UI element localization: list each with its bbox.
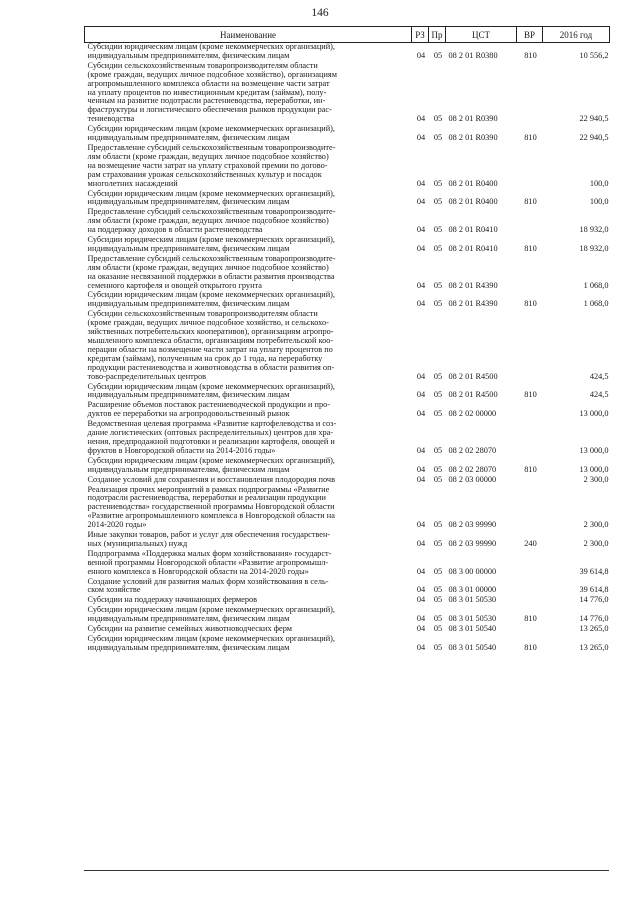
table-row <box>85 144 610 190</box>
row-rz: 04 <box>416 624 426 634</box>
row-cst: 08 3 01 50540 <box>448 642 497 652</box>
row-name: Субсидии на поддержку начинающих фермеров <box>87 595 258 605</box>
row-amount: 13 000,0 <box>579 409 609 419</box>
bottom-divider <box>84 870 609 871</box>
row-pr: 05 <box>433 371 443 381</box>
row-vr <box>517 550 543 578</box>
row-rz: 04 <box>416 243 426 253</box>
table-row <box>85 208 610 236</box>
row-amount: 1 068,0 <box>583 299 609 309</box>
row-rz: 04 <box>416 642 426 652</box>
row-amount: 424,5 <box>589 371 609 381</box>
row-amount: 10 556,2 <box>579 50 609 60</box>
table-row <box>85 635 610 654</box>
row-rz: 04 <box>416 371 426 381</box>
table-row <box>85 486 610 532</box>
row-amount: 2 300,0 <box>583 520 609 530</box>
row-name: Субсидии юридическим лицам (кроме некоммерческих организаций), индивидуальным предпринимателям, физическим лицам <box>87 381 336 400</box>
row-amount: 13 265,0 <box>579 642 609 652</box>
row-vr <box>517 401 543 420</box>
row-name: Подпрограмма «Поддержка малых форм хозяйствования» государст- венной программы Новгородской области «Развитие агропромышл- енного комплекса в Новгородской области на 2014-2020 годы» <box>87 548 332 576</box>
row-rz: 04 <box>416 178 426 188</box>
row-cst: 08 3 01 50530 <box>448 595 497 605</box>
row-cst: 08 3 00 00000 <box>448 566 497 576</box>
row-rz: 04 <box>416 595 426 605</box>
row-rz: 04 <box>416 474 426 484</box>
table-row <box>85 476 610 486</box>
row-amount: 13 265,0 <box>579 624 609 634</box>
row-cst: 08 2 01 R4390 <box>448 280 498 290</box>
row-cst: 08 2 03 00000 <box>448 474 497 484</box>
column-header-rz: РЗ <box>412 27 429 43</box>
row-pr: 05 <box>433 642 443 652</box>
row-vr <box>517 596 543 606</box>
table-row <box>85 310 610 382</box>
row-name: Субсидии юридическим лицам (кроме некоммерческих организаций), индивидуальным предпринимателям, физическим лицам <box>87 124 336 143</box>
row-cst: 08 2 01 R0390 <box>448 114 498 124</box>
row-cst: 08 2 03 99990 <box>448 538 497 548</box>
row-pr: 05 <box>433 409 443 419</box>
table-row <box>85 62 610 125</box>
row-rz: 04 <box>416 566 426 576</box>
row-amount: 39 614,8 <box>579 566 609 576</box>
row-pr: 05 <box>433 133 443 143</box>
column-header-pr: Пр <box>429 27 446 43</box>
row-vr: 810 <box>524 642 537 652</box>
row-rz: 04 <box>416 225 426 235</box>
row-cst: 08 2 02 28070 <box>448 464 497 474</box>
row-vr <box>517 144 543 190</box>
table-row <box>85 531 610 550</box>
table-row <box>85 420 610 457</box>
row-pr: 05 <box>433 50 443 60</box>
row-cst: 08 2 01 R4500 <box>448 371 498 381</box>
row-amount: 2 300,0 <box>583 474 609 484</box>
row-vr: 810 <box>524 243 537 253</box>
row-name: Реализация прочих мероприятий в рамках подпрограммы «Развитие подотрасли растениеводства, переработки и реализации продукции растениеводства» государственной программы Новгородской области «Развитие агропромышленного комплекса в Новгородской области на 2014-2020 годы» <box>87 484 335 530</box>
row-vr <box>517 255 543 292</box>
row-cst: 08 2 01 R4500 <box>448 390 498 400</box>
row-rz: 04 <box>416 133 426 143</box>
row-vr: 810 <box>524 133 537 143</box>
row-rz: 04 <box>416 299 426 309</box>
row-name: Предоставление субсидий сельскохозяйственным товаропроизводите- лям области (кроме граждан, ведущих личное подсобное хозяйство) на возмещение части затрат на уплату страховой премии по догово- рам страхования урожая сельскохозяйственных культур и посадок многолетних насаждений <box>87 142 336 188</box>
row-pr: 05 <box>433 474 443 484</box>
row-vr: 810 <box>524 299 537 309</box>
row-rz: 04 <box>416 50 426 60</box>
row-amount: 18 932,0 <box>579 225 609 235</box>
table-row <box>85 291 610 310</box>
row-name: Предоставление субсидий сельскохозяйственным товаропроизводите- лям области (кроме граждан, ведущих личное подсобное хозяйство) на поддержку доходов в области растениеводства <box>87 207 336 235</box>
row-name: Субсидии юридическим лицам (кроме некоммерческих организаций), индивидуальным предпринимателям, физическим лицам <box>87 290 336 309</box>
row-vr <box>517 62 543 125</box>
row-pr: 05 <box>433 390 443 400</box>
row-name: Субсидии юридическим лицам (кроме некоммерческих организаций), индивидуальным предпринимателям, физическим лицам <box>87 605 336 624</box>
table-row <box>85 236 610 255</box>
row-name: Субсидии сельскохозяйственным товаропроизводителям области (кроме граждан, ведущих личное подсобное хозяйство), организациям агропромышленного комплекса области на возмещение части затрат на уплату процентов по инвестиционным кредитам (займам), полу- ченным на развитие подотрасли растениеводства, переработки, ин- фраструктуры и логистического обеспечения рынков продукции рас- тениеводства <box>87 60 337 124</box>
table-row <box>85 125 610 144</box>
table-row <box>85 401 610 420</box>
row-cst: 08 2 01 R0410 <box>448 225 498 235</box>
row-pr: 05 <box>433 299 443 309</box>
row-amount: 14 776,0 <box>579 595 609 605</box>
row-amount: 1 068,0 <box>583 280 609 290</box>
page-number: 146 <box>311 7 329 19</box>
row-vr: 240 <box>524 538 537 548</box>
row-rz: 04 <box>416 445 426 455</box>
row-amount: 39 614,8 <box>579 585 609 595</box>
row-amount: 13 000,0 <box>579 464 609 474</box>
table-header-row <box>85 27 610 43</box>
column-header-vr: ВР <box>517 27 543 43</box>
row-rz: 04 <box>416 520 426 530</box>
table-row <box>85 43 610 62</box>
row-cst: 08 2 01 R0400 <box>448 178 498 188</box>
row-name: Субсидии юридическим лицам (кроме некоммерческих организаций), индивидуальным предпринимателям, физическим лицам <box>87 42 336 60</box>
row-rz: 04 <box>416 585 426 595</box>
row-amount: 424,5 <box>589 390 609 400</box>
row-rz: 04 <box>416 538 426 548</box>
row-name: Субсидии юридическим лицам (кроме некоммерческих организаций), индивидуальным предпринимателям, физическим лицам <box>87 188 336 207</box>
row-vr <box>517 476 543 486</box>
row-vr <box>517 420 543 457</box>
row-pr: 05 <box>433 566 443 576</box>
row-vr <box>517 208 543 236</box>
row-cst: 08 2 01 R0390 <box>448 133 498 143</box>
row-pr: 05 <box>433 585 443 595</box>
row-name: Создание условий для развития малых форм хозяйствования в сель- ском хозяйстве <box>87 576 329 595</box>
row-cst: 08 2 02 28070 <box>448 445 497 455</box>
row-cst: 08 2 01 R0410 <box>448 243 498 253</box>
column-header-year: 2016 год <box>543 27 610 43</box>
row-vr: 810 <box>524 614 537 624</box>
row-rz: 04 <box>416 464 426 474</box>
row-cst: 08 3 01 50540 <box>448 624 497 634</box>
row-vr: 810 <box>524 197 537 207</box>
table-row <box>85 190 610 209</box>
row-pr: 05 <box>433 520 443 530</box>
row-vr <box>517 625 543 635</box>
table-row <box>85 578 610 597</box>
row-amount: 18 932,0 <box>579 243 609 253</box>
table-row <box>85 255 610 292</box>
row-rz: 04 <box>416 409 426 419</box>
row-name: Субсидии юридическим лицам (кроме некоммерческих организаций), индивидуальным предпринимателям, физическим лицам <box>87 235 336 253</box>
row-pr: 05 <box>433 595 443 605</box>
column-header-cst: ЦСТ <box>446 27 517 43</box>
row-amount: 13 000,0 <box>579 445 609 455</box>
row-rz: 04 <box>416 390 426 400</box>
budget-table <box>84 26 610 654</box>
row-pr: 05 <box>433 538 443 548</box>
row-rz: 04 <box>416 614 426 624</box>
table-row <box>85 606 610 625</box>
row-name: Создание условий для сохранения и восстановления плодородия почв <box>87 474 336 484</box>
row-cst: 08 2 02 00000 <box>448 409 497 419</box>
row-amount: 100,0 <box>589 197 609 207</box>
row-cst: 08 3 01 50530 <box>448 614 497 624</box>
row-amount: 22 940,5 <box>579 133 609 143</box>
row-pr: 05 <box>433 197 443 207</box>
row-amount: 22 940,5 <box>579 114 609 124</box>
row-name: Субсидии юридическим лицам (кроме некоммерческих организаций), индивидуальным предпринимателям, физическим лицам <box>87 455 336 474</box>
row-name: Расширение объемов поставок растениеводческой продукции и про- дуктов ее переработки на агропродовольственный рынок <box>87 400 331 419</box>
table-row <box>85 383 610 402</box>
row-rz: 04 <box>416 280 426 290</box>
row-pr: 05 <box>433 614 443 624</box>
row-name: Субсидии сельскохозяйственным товаропроизводителям области (кроме граждан, ведущих личное подсобное хозяйство, и сельскохо- зяйственных потребительских кооперативов), организациям агропро- мышленного комплекса области, организациям потребительской коо- перации области на возмещение части затрат на уплату процентов по кредитам (займам), полученным на срок до 1 года, на переработку продукции растениеводства и животноводства в области развития оп- тово-распределительных центров <box>87 309 335 381</box>
row-cst: 08 2 03 99990 <box>448 520 497 530</box>
row-pr: 05 <box>433 280 443 290</box>
row-cst: 08 2 01 R0380 <box>448 50 498 60</box>
row-pr: 05 <box>433 114 443 124</box>
row-name: Ведомственная целевая программа «Развитие картофелеводства и соз- дание логистических (оптовых распределительных) центров для хра- нения, предпродажной подготовки и реализации картофеля, овощей и фруктов в Новгородской области на 2014-2016 годы» <box>87 419 337 455</box>
row-amount: 100,0 <box>589 178 609 188</box>
row-pr: 05 <box>433 464 443 474</box>
row-pr: 05 <box>433 178 443 188</box>
row-rz: 04 <box>416 114 426 124</box>
row-cst: 08 2 01 R0400 <box>448 197 498 207</box>
row-vr: 810 <box>524 390 537 400</box>
row-cst: 08 2 01 R4390 <box>448 299 498 309</box>
row-name: Субсидии на развитие семейных животноводческих ферм <box>87 624 292 634</box>
row-pr: 05 <box>433 624 443 634</box>
row-vr <box>517 578 543 597</box>
row-cst: 08 3 01 00000 <box>448 585 497 595</box>
row-vr <box>517 486 543 532</box>
row-vr: 810 <box>524 50 537 60</box>
row-pr: 05 <box>433 243 443 253</box>
row-vr: 810 <box>524 464 537 474</box>
row-name: Субсидии юридическим лицам (кроме некоммерческих организаций), индивидуальным предпринимателям, физическим лицам <box>87 634 336 652</box>
table-row <box>85 550 610 578</box>
column-header-name: Наименование <box>85 27 412 43</box>
row-pr: 05 <box>433 225 443 235</box>
table-row <box>85 457 610 476</box>
row-name: Предоставление субсидий сельскохозяйственным товаропроизводите- лям области (кроме граждан, ведущих личное подсобное хозяйство) на оказание несвязанной поддержки в области развития производства семенного картофеля и овощей открытого грунта <box>87 253 336 290</box>
row-pr: 05 <box>433 445 443 455</box>
row-name: Иные закупки товаров, работ и услуг для обеспечения государствен- ных (муниципальных) нужд <box>87 530 331 548</box>
row-vr <box>517 310 543 382</box>
row-amount: 2 300,0 <box>583 538 609 548</box>
row-rz: 04 <box>416 197 426 207</box>
row-amount: 14 776,0 <box>579 614 609 624</box>
